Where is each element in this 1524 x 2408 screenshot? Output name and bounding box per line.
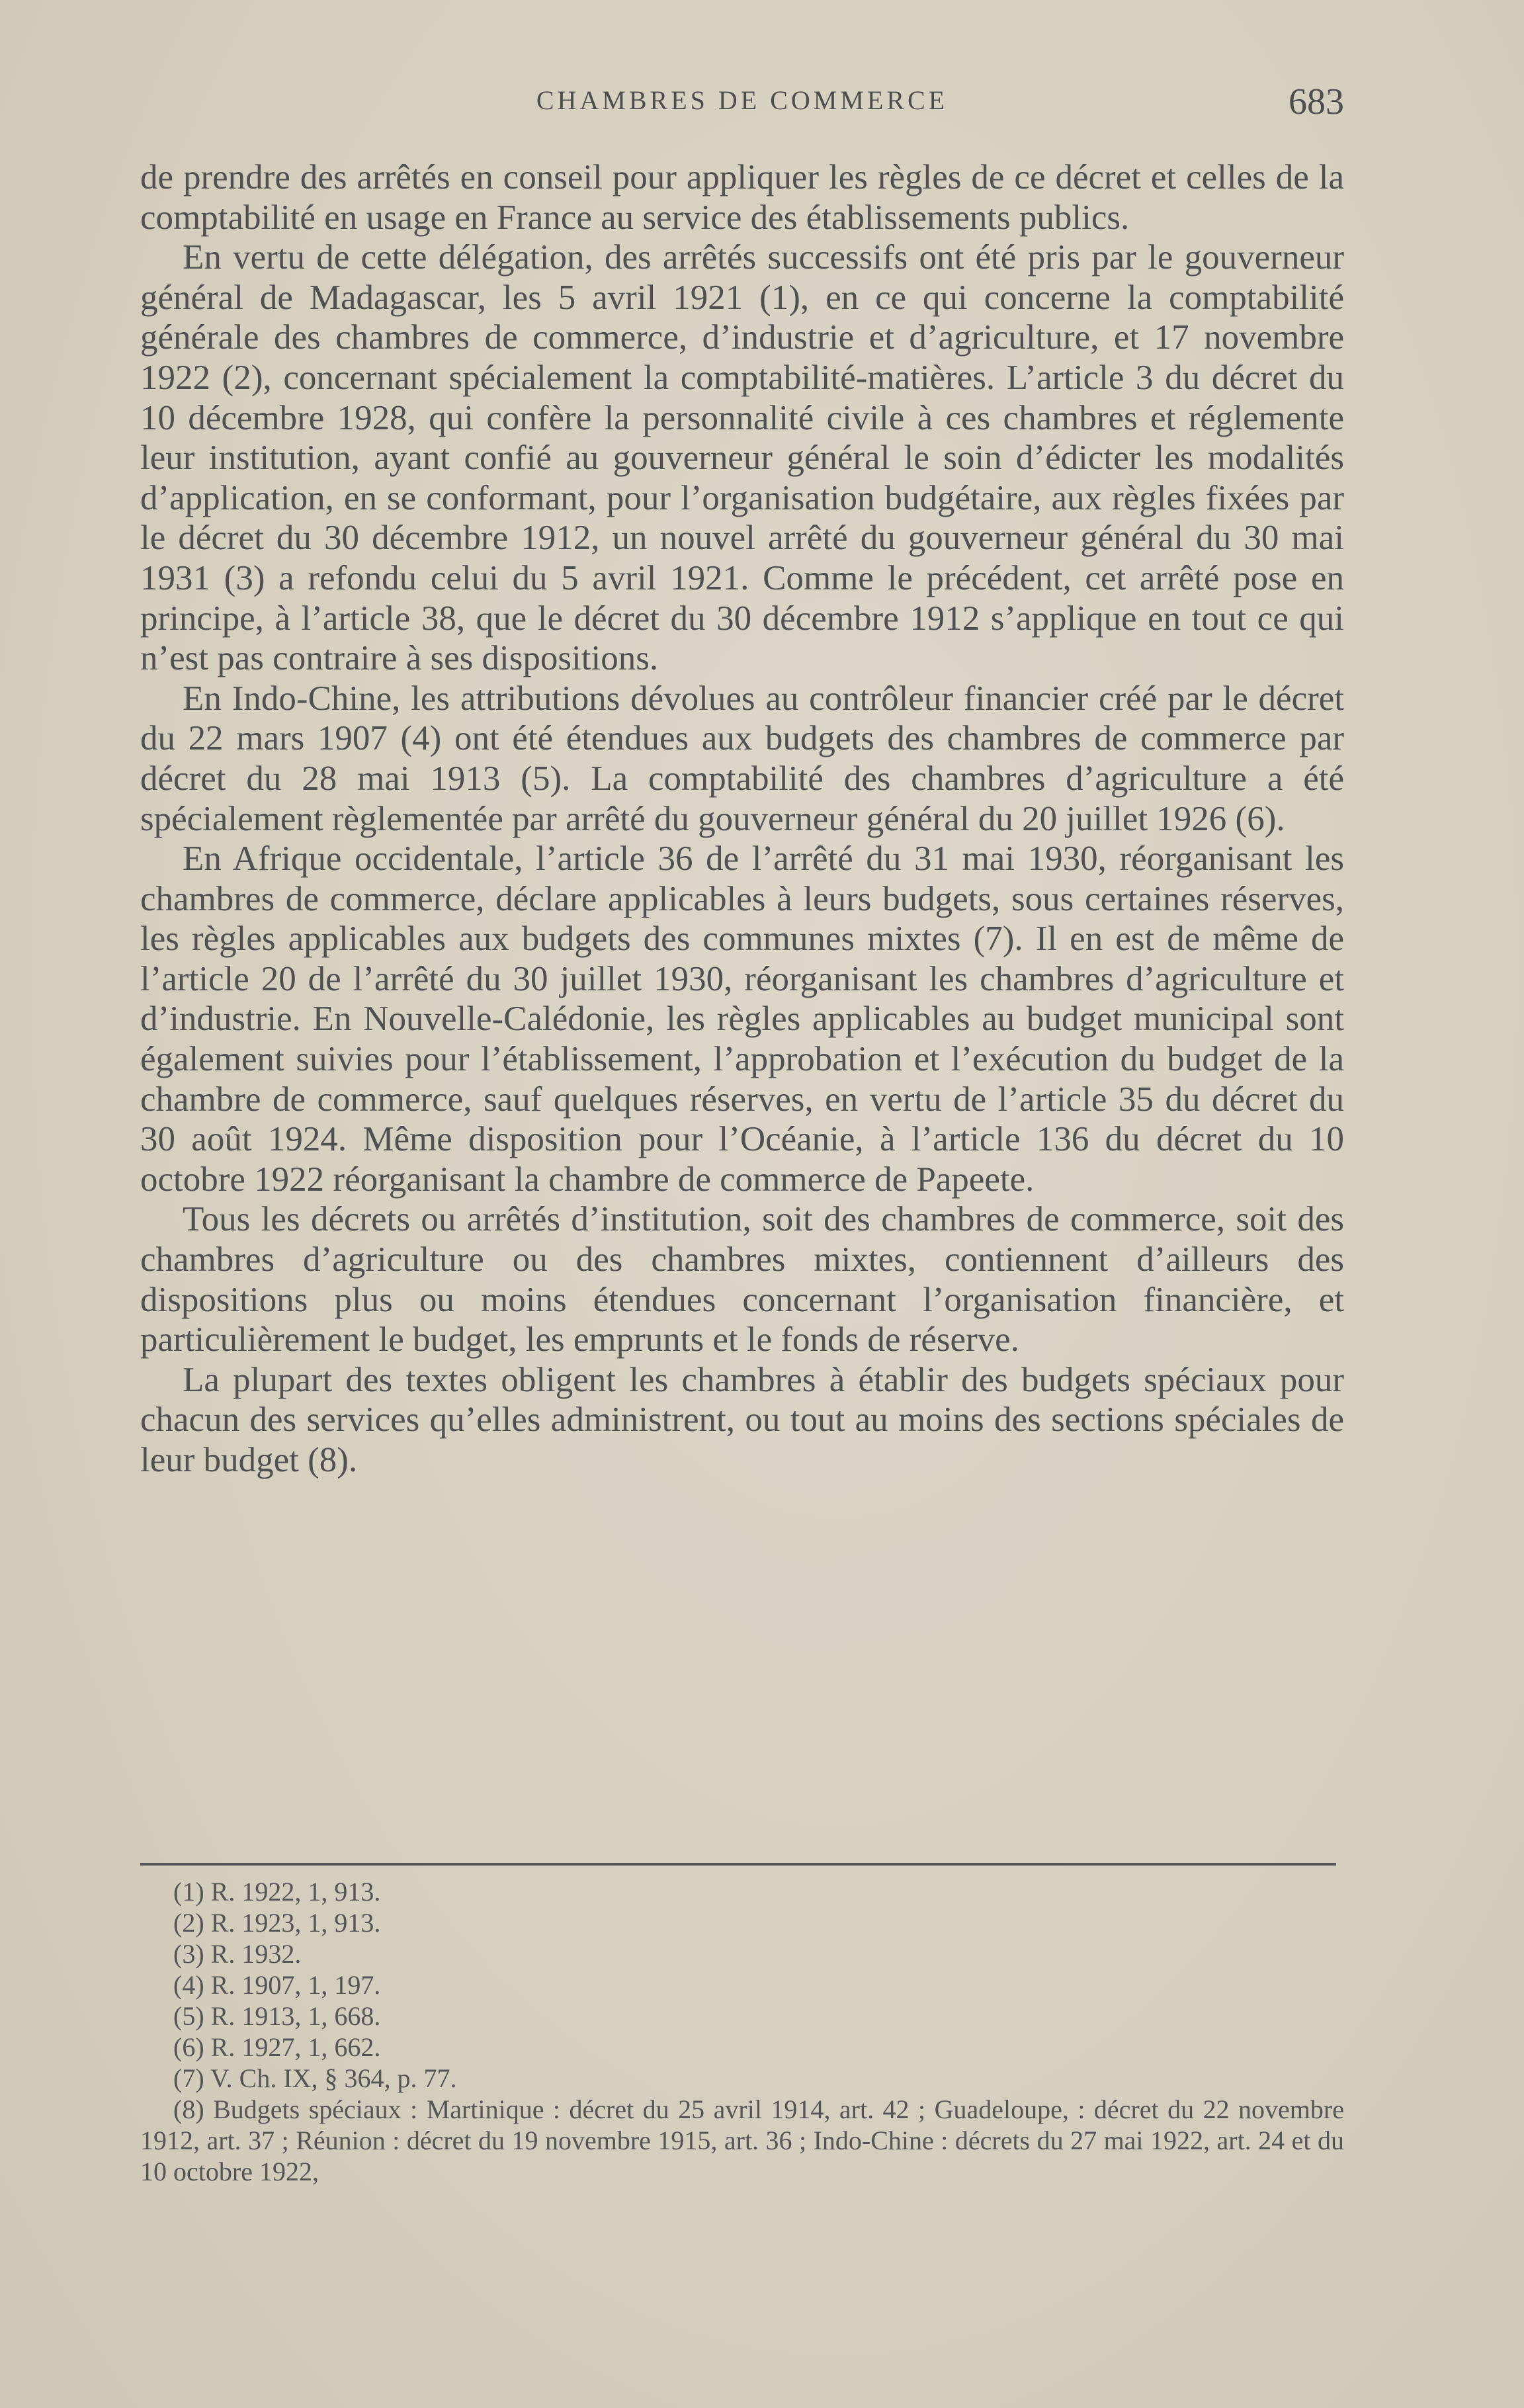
paragraph: En Afrique occidentale, l’article 36 de l’arrêté du 31 mai 1930, réorganisant les chambres de commerce, déclare applicables à leurs budgets, sous certaines réserves, les règles applicables aux budgets des communes mixtes (7). Il en est de même de l’article 20 de l’arrêté du 30 juillet 1930, réorganisant les chambres d’agriculture et d’industrie. En Nouvelle-Calédonie, les règles applicables au budget municipal sont également suivies pour l’établissement, l’approbation et l’exécution du budget de la chambre de commerce, sauf quelques réserves, en vertu de l’article 35 du décret du 30 août 1924. Même disposition pour l’Océanie, à l’article 136 du décret du 10 octobre 1922 réorganisant la chambre de commerce de Papeete. [140,839,1344,1199]
footnotes [140,1876,1344,2187]
main-text [140,157,1344,1481]
footnote: (7) V. Ch. IX, § 364, p. 77. [173,2063,457,2093]
paragraph: de prendre des arrêtés en conseil pour appliquer les règles de ce décret et celles de la comptabilité en usage en France au service des établissements publics. [140,158,1344,237]
page-header [140,81,1344,124]
footnote: (2) R. 1923, 1, 913. [173,1908,381,1938]
footnote: (8) Budgets spéciaux : Martinique : décret du 25 avril 1914, art. 42 ; Guadeloupe, : décret du 22 novembre 1912, art. 37 ; Réunion : décret du 19 novembre 1915, art. 36 ; Indo-Chine : décrets du 27 mai 1922, art. 24 et du 10 octobre 1922, [140,2094,1344,2186]
footnote: (1) R. 1922, 1, 913. [173,1877,381,1907]
running-head: CHAMBRES DE COMMERCE [536,85,949,115]
paragraph: La plupart des textes obligent les chambres à établir des budgets spéciaux pour chacun des services qu’elles administrent, ou tout au moins des sections spéciales de leur budget (8). [140,1360,1344,1479]
paragraph: En Indo-Chine, les attributions dévolues au contrôleur financier créé par le décret du 22 mars 1907 (4) ont été étendues aux budgets des chambres de commerce par décret du 28 mai 1913 (5). La comptabilité des chambres d’agriculture a été spécialement règlementée par arrêté du gouverneur général du 20 juillet 1926 (6). [140,679,1344,838]
footnote: (4) R. 1907, 1, 197. [173,1970,381,2000]
footnote: (5) R. 1913, 1, 668. [173,2001,381,2031]
footnote: (3) R. 1932. [173,1939,302,1969]
page-number: 683 [1289,81,1344,122]
paragraph: En vertu de cette délégation, des arrêtés successifs ont été pris par le gouverneur général de Madagascar, les 5 avril 1921 (1), en ce qui concerne la comptabilité générale des chambres de commerce, d’industrie et d’agriculture, et 17 novembre 1922 (2), concernant spécialement la comptabilité-matières. L’article 3 du décret du 10 décembre 1928, qui confère la personnalité civile à ces chambres et réglemente leur institution, ayant confié au gouverneur général le soin d’édicter les modalités d’application, en se conformant, pour l’organisation budgétaire, aux règles fixées par le décret du 30 décembre 1912, un nouvel arrêté du gouverneur général du 30 mai 1931 (3) a refondu celui du 5 avril 1921. Comme le précédent, cet arrêté pose en principe, à l’article 38, que le décret du 30 décembre 1912 s’applique en tout ce qui n’est pas contraire à ses dispositions. [140,238,1344,678]
paragraph: Tous les décrets ou arrêtés d’institution, soit des chambres de commerce, soit des chambres d’agriculture ou des chambres mixtes, contiennent d’ailleurs des dispositions plus ou moins étendues concernant l’organisation financière, et particulièrement le budget, les emprunts et le fonds de réserve. [140,1200,1344,1359]
footnote-separator [140,1863,1336,1866]
footnote: (6) R. 1927, 1, 662. [173,2032,381,2062]
